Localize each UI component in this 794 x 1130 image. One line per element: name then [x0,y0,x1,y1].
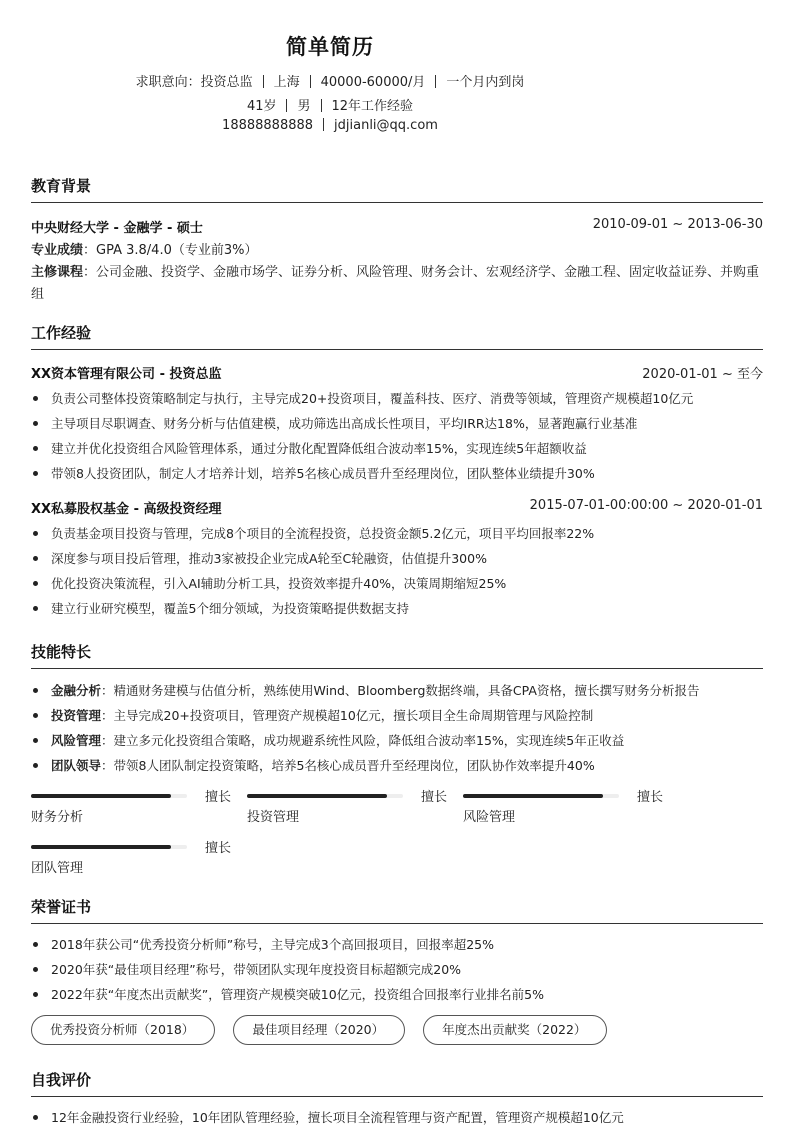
separator [321,99,322,112]
school-degree: 中央财经大学 - 金融学 - 硕士 [31,221,203,236]
experience-years: 12年工作经验 [331,99,414,114]
skill-name: 风险管理 [463,810,516,825]
skill-text: ：带领8人团队制定投资策略，培养5名核心成员晋升至经理岗位，团队协作效率提升40% [101,758,595,773]
age: 41岁 [246,99,277,114]
separator [435,75,436,88]
resume-name: 简单简历 [286,35,374,59]
skill-text: ：主导完成20+投资项目，管理资产规模超10亿元，擅长项目全生命周期管理与风险控制 [101,708,594,723]
list-item: 2020年获“最佳项目经理”称号，带领团队实现年度投资目标超额完成20% [31,957,763,982]
location: 上海 [273,75,300,90]
skill-text: ：建立多元化投资组合策略，成功规避系统性风险，降低组合波动率15%，实现连续5年正收益 [101,733,625,748]
honor-badge: 年度杰出贡献奖（2022） [423,1015,607,1045]
skill-label: 金融分析 [51,683,102,698]
job-duties [31,521,763,621]
honor-badge: 优秀投资分析师（2018） [31,1015,215,1045]
job-header [31,498,763,517]
job-duties [31,386,763,486]
list-item: 负责公司整体投资策略制定与执行，主导完成20+投资项目，覆盖科技、医疗、消费等领域，管理资产规模超10亿元 [31,386,763,411]
separator [323,118,324,131]
skill-level: 擅长 [637,790,664,805]
job-intent: 求职意向：投资总监 [135,75,253,90]
personal-info-line [0,95,660,114]
list-item: 2018年获公司“优秀投资分析师”称号，主导完成3个高回报项目，回报率超25% [31,932,763,957]
list-item [31,728,763,753]
self-evaluation-section [31,1069,763,1130]
skill-track [463,794,619,798]
job-header [31,363,763,382]
list-item [31,703,763,728]
skill-label: 风险管理 [51,733,102,748]
contact-line [0,118,660,133]
courses-line [31,262,763,306]
self-evaluation-list [31,1105,763,1130]
separator [286,99,287,112]
section-title: 工作经验 [31,322,763,350]
courses-label: 主修课程 [31,265,84,280]
gender: 男 [297,99,311,114]
courses-value: ：公司金融、投资学、金融市场学、证券分析、风险管理、财务会计、宏观经济学、金融工程、固定收益证券、并购重组 [31,265,760,302]
list-item: 深度参与项目投后管理，推动3家被投企业完成A轮至C轮融资，估值提升300% [31,546,763,571]
section-title: 荣誉证书 [31,896,763,924]
skill-level: 擅长 [205,790,232,805]
honors-section [31,896,763,1045]
job-company-title: XX私募股权基金 - 高级投资经理 [31,502,222,517]
skill-label: 投资管理 [51,708,102,723]
list-item: 主导项目尽职调查、财务分析与估值建模，成功筛选出高成长性项目，平均IRR达18%，显著跑赢行业基准 [31,411,763,436]
education-period: 2010-09-01 ~ 2013-06-30 [592,217,763,232]
skills-list [31,678,763,778]
list-item: 优化投资决策流程，引入AI辅助分析工具，投资效率提升40%，决策周期缩短25% [31,571,763,596]
work-section [31,322,763,621]
list-item: 建立行业研究模型，覆盖5个细分领域，为投资策略提供数据支持 [31,596,763,621]
honor-badge: 最佳项目经理（2020） [233,1015,405,1045]
skills-section [31,641,763,888]
education-section [31,175,763,306]
grade-label: 专业成绩 [31,243,84,258]
skill-level: 擅长 [205,841,232,856]
list-item: 建立并优化投资组合风险管理体系，通过分散化配置降低组合波动率15%，实现连续5年超额收益 [31,436,763,461]
list-item: 带领8人投资团队，制定人才培养计划，培养5名核心成员晋升至经理岗位，团队整体业绩提升30% [31,461,763,486]
list-item: 负责基金项目投资与管理，完成8个项目的全流程投资，总投资金额5.2亿元，项目平均回报率22% [31,521,763,546]
section-title: 自我评价 [31,1069,763,1097]
job-intent-line [0,71,660,90]
section-title: 技能特长 [31,641,763,669]
job-company-title: XX资本管理有限公司 - 投资总监 [31,367,222,382]
list-item: 2022年获“年度杰出贡献奖”，管理资产规模突破10亿元，投资组合回报率行业排名前5% [31,982,763,1007]
skill-fill [31,794,171,798]
section-title: 教育背景 [31,175,763,203]
separator [263,75,264,88]
grade-line [31,240,763,262]
skill-name: 团队管理 [31,861,84,876]
skill-level: 擅长 [421,790,448,805]
phone: 18888888888 [222,118,314,133]
skill-track [31,845,187,849]
skill-name: 投资管理 [247,810,300,825]
skill-fill [31,845,171,849]
list-item: 12年金融投资行业经验，10年团队管理经验，擅长项目全流程管理与资产配置，管理资产规模超10亿元 [31,1105,763,1130]
skill-fill [247,794,387,798]
education-row [31,217,763,236]
skill-track [247,794,403,798]
separator [310,75,311,88]
skill-bars [31,788,763,888]
skill-label: 团队领导 [51,758,102,773]
job-period: 2015-07-01-00:00:00 ~ 2020-01-01 [529,498,763,513]
availability: 一个月内到岗 [446,75,525,90]
skill-name: 财务分析 [31,810,84,825]
skill-track [31,794,187,798]
salary: 40000-60000/月 [320,75,426,90]
list-item [31,678,763,703]
skill-fill [463,794,603,798]
honors-list [31,932,763,1007]
honor-badges [31,1015,763,1045]
grade-value: ：GPA 3.8/4.0（专业前3%） [83,243,258,258]
list-item [31,753,763,778]
job-period: 2020-01-01 ~ 至今 [642,367,763,382]
email: jdjianli@qq.com [334,118,438,133]
skill-text: ：精通财务建模与估值分析，熟练使用Wind、Bloomberg数据终端，具备CPA资格，擅长撰写财务分析报告 [101,683,700,698]
